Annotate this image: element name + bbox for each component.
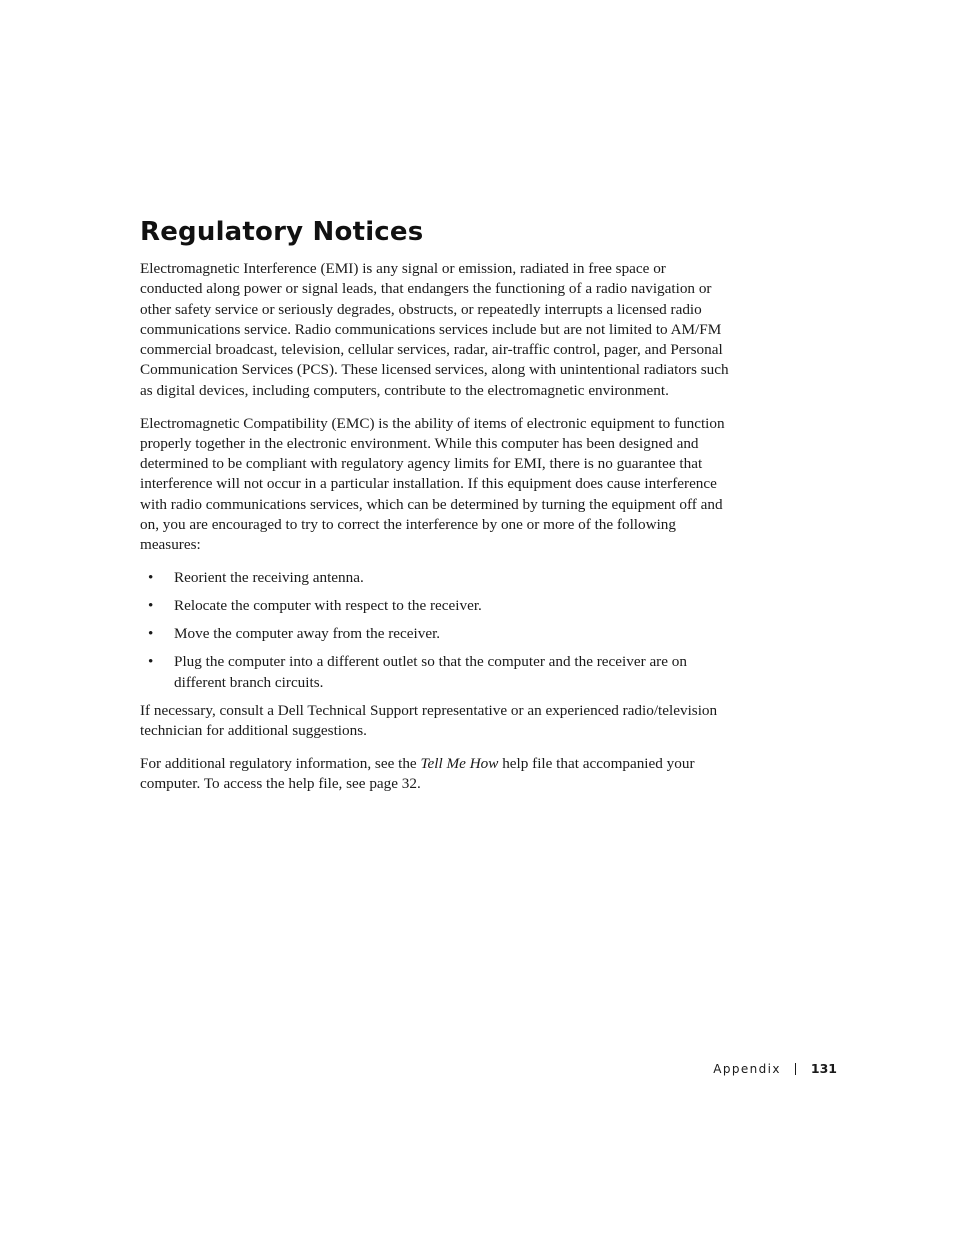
list-item-text: Move the computer away from the receiver. [174,625,441,643]
page-footer [713,1061,837,1076]
bullet-icon: • [148,569,154,587]
bullet-icon: • [148,653,154,671]
page-content [140,214,730,807]
list-item [140,596,730,616]
help-file-reference: Tell Me How [420,755,499,773]
measures-list [140,568,730,693]
additional-info-text-start: For additional regulatory information, see the [140,755,421,773]
bullet-icon: • [148,597,154,615]
footer-divider [795,1063,796,1075]
emc-paragraph: Electromagnetic Compatibility (EMC) is the ability of items of electronic equipment to function properly together in the electronic environment. While this computer has been designed and determined to be compliant with regulatory agency limits for EMI, there is no guarantee that interference will not occur in a particular installation. If this equipment does cause interference with radio communications services, which can be determined by turning the equipment off and on, you are encouraged to try to correct the interference by one or more of the following measures: [140,414,725,554]
list-item-text: Reorient the receiving antenna. [174,569,364,587]
consult-paragraph: If necessary, consult a Dell Technical Support representative or an experienced radio/television technician for additional suggestions. [140,702,718,740]
emi-paragraph: Electromagnetic Interference (EMI) is any signal or emission, radiated in free space or conducted along power or signal leads, that endangers the functioning of a radio navigation or other safety service or seriously degrades, obstructs, or repeatedly interrupts a licensed radio communications service. Radio communications services include but are not limited to AM/FM commercial broadcast, television, cellular services, radar, air-traffic control, pager, and Personal Communication Services (PCS). These licensed services, along with unintentional radiators such as digital devices, including computers, contribute to the electromagnetic environment. [140,260,729,399]
additional-info-paragraph [140,754,730,795]
bullet-icon: • [148,625,154,643]
additional-info-text-end: help file that accompanied your computer. To access the help file, see page 32. [140,755,695,793]
footer-section-name: Appendix [713,1061,781,1076]
page-title: Regulatory Notices [140,217,424,247]
list-item-text: Plug the computer into a different outlet so that the computer and the receiver are on different branch circuits. [174,653,687,691]
list-item [140,652,730,693]
list-item-text: Relocate the computer with respect to the receiver. [174,597,482,615]
page-number: 131 [810,1061,837,1076]
list-item [140,624,730,644]
list-item [140,568,730,588]
